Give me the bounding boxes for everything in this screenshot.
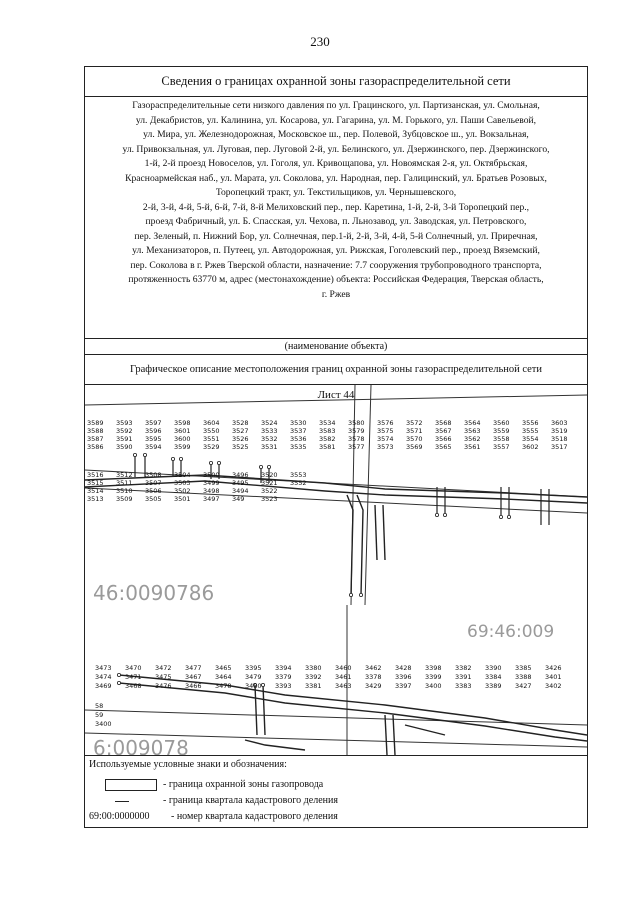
object-description [85, 97, 587, 339]
map-point-label: 3535 [290, 443, 307, 451]
map-point-label: 3503 [174, 479, 191, 487]
map-point-label: 3497 [203, 495, 220, 503]
map-point-label: 3569 [406, 443, 423, 451]
map-point-label: 3501 [174, 495, 191, 503]
map-point-label: 3400 [425, 682, 442, 690]
map-point-label: 3531 [261, 443, 278, 451]
map-point-label: 3384 [485, 673, 502, 681]
map-point-label: 3399 [425, 673, 442, 681]
map-point-label: 3537 [290, 427, 307, 435]
description-line: пер. Соколова в г. Ржев Тверской области, назначение: 7.7 сооружения трубопроводного транспорта, [130, 259, 542, 271]
map-drawing [85, 385, 587, 755]
description-line: Газораспределительные сети низкого давления по ул. Грацинского, ул. Партизанская, ул. Смольная, [132, 100, 540, 111]
map-point-label: 3521 [261, 479, 278, 487]
map-point-label: 3600 [174, 435, 191, 443]
map-point-label: 3559 [493, 427, 510, 435]
map-point-label: 3465 [215, 664, 232, 672]
map-point-label: 3530 [290, 419, 307, 427]
map-point-label: 3509 [116, 495, 133, 503]
map-point-label: 3583 [319, 427, 336, 435]
map-point-label: 3574 [377, 435, 394, 443]
map-point-label: 3392 [305, 673, 322, 681]
graphic-description-title: Графическое описание местоположения границ охранной зоны газораспределительной сети [85, 355, 587, 385]
map-point-label: 3475 [155, 673, 172, 681]
legend-item-quarter-number [85, 809, 587, 825]
map-point-label: 3508 [145, 471, 162, 479]
legend-item-text: - граница охранной зоны газопровода [163, 779, 324, 790]
map-point-label: 3589 [87, 419, 104, 427]
map-point-label: 3528 [232, 419, 249, 427]
map-point-label: 3400 [95, 720, 112, 728]
map-point-label: 3518 [551, 435, 568, 443]
map-point-label: 3552 [290, 479, 307, 487]
map-point-label: 3396 [395, 673, 412, 681]
document-title: Сведения о границах охранной зоны газораспределительной сети [85, 67, 587, 97]
map-point-label: 3472 [155, 664, 172, 672]
map-point-label: 3526 [232, 435, 249, 443]
description-line: ул. Привокзальная, ул. Луговая, пер. Луговой 2-й, ул. Белинского, ул. Дзержинского, пер. Дзержинского, [122, 143, 550, 155]
map-point-label: 3582 [319, 435, 336, 443]
map-point-label: 3601 [174, 427, 191, 435]
map-point-label: 3523 [261, 495, 278, 503]
map-point-label: 3592 [116, 427, 133, 435]
map-point-label: 3473 [95, 664, 112, 672]
map-point-label: 3573 [377, 443, 394, 451]
map-point-label: 3500 [203, 471, 220, 479]
map-point-label: 3515 [87, 479, 104, 487]
description-line: г. Ржев [321, 288, 351, 300]
map-point-label: 3429 [365, 682, 382, 690]
map-point-label: 3510 [116, 487, 133, 495]
map-point-label: 3602 [522, 443, 539, 451]
map-point-label: 3382 [455, 664, 472, 672]
map-point-label: 3603 [551, 419, 568, 427]
map-point-label: 3511 [116, 479, 133, 487]
legend-item-text: - граница квартала кадастрового деления [163, 795, 338, 806]
legend-item-quarter-boundary [85, 793, 587, 809]
document-frame [84, 66, 588, 828]
point-labels-top [87, 419, 568, 503]
description-line: 1-й, 2-й проезд Новоселов, ул. Гоголя, ул. Кривощапова, ул. Новоямская 2-я, ул. Октябрьская, [144, 158, 528, 169]
map-point-label: 3588 [87, 427, 104, 435]
cadastral-map [85, 385, 587, 755]
map-point-label: 3533 [261, 427, 278, 435]
map-point-label: 3466 [185, 682, 202, 690]
map-point-label: 3385 [515, 664, 532, 672]
quarter-boundary-symbol [115, 801, 129, 802]
map-point-label: 3596 [145, 427, 162, 435]
map-point-label: 3586 [87, 443, 104, 451]
map-point-label: 3595 [145, 435, 162, 443]
map-point-label: 3398 [425, 664, 442, 672]
map-point-label: 3512 [116, 471, 133, 479]
map-point-label: 3461 [335, 673, 352, 681]
map-point-label: 3580 [348, 419, 365, 427]
map-point-label: 3517 [551, 443, 568, 451]
map-point-label: 59 [95, 711, 104, 719]
map-point-label: 3389 [485, 682, 502, 690]
map-point-label: 3502 [174, 487, 191, 495]
map-point-label: 3388 [515, 673, 532, 681]
description-line: Красноармейская наб., ул. Марата, ул. Соколова, ул. Народная, пер. Галицинский, ул. Братьев Розовых, [125, 172, 547, 184]
map-point-label: 3594 [145, 443, 162, 451]
map-point-label: 3599 [174, 443, 191, 451]
map-point-label: 349 [232, 495, 245, 503]
map-point-label: 3532 [261, 435, 278, 443]
map-point-label: 3427 [515, 682, 532, 690]
map-point-label: 3476 [155, 682, 172, 690]
map-point-label: 3464 [215, 673, 232, 681]
map-point-label: 3462 [365, 664, 382, 672]
map-point-label: 3557 [493, 443, 510, 451]
map-point-label: 3519 [551, 427, 568, 435]
zone-boundary-symbol [105, 779, 157, 791]
map-point-label: 3506 [145, 487, 162, 495]
map-point-label: 3402 [545, 682, 562, 690]
object-name-caption: (наименование объекта) [85, 339, 587, 355]
map-point-label: 3587 [87, 435, 104, 443]
description-line: 2-й, 3-й, 4-й, 5-й, 6-й, 7-й, 8-й Мелиховский пер., пер. Каретина, 1-й, 2-й, 3-й Торопецкий пер., [142, 201, 530, 213]
map-point-label: 3496 [232, 471, 249, 479]
map-point-label: 3525 [232, 443, 249, 451]
sheet-label: Лист 44 [317, 389, 355, 401]
map-point-label: 3474 [95, 673, 112, 681]
map-point-label: 3393 [275, 682, 292, 690]
map-point-label: 3527 [232, 427, 249, 435]
legend-code: 69:00:0000000 [89, 811, 150, 822]
map-point-label: 3477 [185, 664, 202, 672]
description-line: протяженность 63770 м, адрес (местонахождение) объекта: Российская Федерация, Тверская область, [128, 274, 544, 285]
map-point-label: 3498 [203, 487, 220, 495]
map-point-label: 3554 [522, 435, 539, 443]
map-point-label: 3591 [116, 435, 133, 443]
map-point-label: 3390 [485, 664, 502, 672]
map-point-label: 3513 [87, 495, 104, 503]
page-number: 230 [310, 34, 330, 49]
map-point-label: 3395 [245, 664, 262, 672]
map-point-label: 3478 [215, 682, 232, 690]
map-point-label: 3564 [464, 419, 481, 427]
map-point-label: 3553 [290, 471, 307, 479]
map-point-label: 3536 [290, 435, 307, 443]
map-point-label: 3460 [335, 664, 352, 672]
cadastral-label: 69:46:009 [467, 622, 555, 642]
map-point-label: 3467 [185, 673, 202, 681]
map-point-label: 3571 [406, 427, 423, 435]
legend-title: Используемые условные знаки и обозначения: [89, 759, 287, 770]
map-point-label: 3505 [145, 495, 162, 503]
map-point-label: 3394 [275, 664, 292, 672]
map-point-label: 3534 [319, 419, 336, 427]
map-point-label: 3566 [435, 435, 452, 443]
map-point-label: 3567 [435, 427, 452, 435]
map-point-label: 3577 [348, 443, 365, 451]
description-line: пер. Зеленый, п. Нижний Бор, ул. Солнечная, пер.1-й, 2-й, 3-й, 4-й, 5-й Солнечный, ул. Приречная, [134, 230, 538, 242]
map-point-label: 3550 [203, 427, 220, 435]
map-point-label: 3381 [305, 682, 322, 690]
map-point-label: 3480 [245, 682, 262, 690]
description-line: проезд Фабричный, ул. Б. Спасская, ул. Чехова, п. Льнозавод, ул. Заводская, ул. Петровского, [145, 216, 527, 227]
map-point-label: 3529 [203, 443, 220, 451]
map-point-label: 3563 [464, 427, 481, 435]
cadastral-label: 46:0090786 [93, 581, 215, 605]
map-point-label: 3524 [261, 419, 278, 427]
map-point-label: 3380 [305, 664, 322, 672]
description-line: Торопецкий тракт, ул. Текстильщиков, ул. Чернышевского, [215, 187, 457, 198]
map-point-label: 3597 [145, 419, 162, 427]
map-point-label: 3495 [232, 479, 249, 487]
map-point-label: 3551 [203, 435, 220, 443]
map-point-label: 3463 [335, 682, 352, 690]
map-point-label: 3560 [493, 419, 510, 427]
map-point-label: 3565 [435, 443, 452, 451]
cadastral-label: 6:009078 [93, 736, 189, 755]
map-point-label: 3604 [203, 419, 220, 427]
map-point-label: 3391 [455, 673, 472, 681]
map-point-label: 3598 [174, 419, 191, 427]
map-point-label: 3514 [87, 487, 104, 495]
map-point-label: 3561 [464, 443, 481, 451]
map-point-label: 3581 [319, 443, 336, 451]
map-point-label: 3556 [522, 419, 539, 427]
map-point-label: 3479 [245, 673, 262, 681]
legend-item-zone-boundary [85, 777, 587, 793]
map-point-label: 3469 [95, 682, 112, 690]
map-point-label: 3383 [455, 682, 472, 690]
map-point-label: 3426 [545, 664, 562, 672]
map-point-label: 3401 [545, 673, 562, 681]
map-point-label: 3575 [377, 427, 394, 435]
map-point-label: 3568 [435, 419, 452, 427]
map-point-label: 3378 [365, 673, 382, 681]
map-point-label: 3578 [348, 435, 365, 443]
map-point-label: 3555 [522, 427, 539, 435]
map-point-label: 3572 [406, 419, 423, 427]
map-point-label: 3428 [395, 664, 412, 672]
map-point-label: 3379 [275, 673, 292, 681]
description-line: ул. Механизаторов, п. Путеец, ул. Автодорожная, ул. Рижская, Гоголевский пер., проезд Вяземский, [132, 245, 540, 256]
map-point-label: 3593 [116, 419, 133, 427]
map-point-label: 3516 [87, 471, 104, 479]
description-line: ул. Мира, ул. Железнодорожная, Московское ш., пер. Полевой, Зубцовское ш., ул. Вокзальная, [143, 129, 529, 140]
legend [85, 755, 587, 828]
map-point-label: 3499 [203, 479, 220, 487]
map-point-label: 3504 [174, 471, 191, 479]
map-point-label: 3507 [145, 479, 162, 487]
map-point-label: 3468 [125, 682, 142, 690]
map-point-label: 3558 [493, 435, 510, 443]
map-point-label: 3579 [348, 427, 365, 435]
point-labels-bottom [95, 664, 562, 728]
map-point-label: 3570 [406, 435, 423, 443]
map-point-label: 3520 [261, 471, 278, 479]
map-point-label: 3562 [464, 435, 481, 443]
map-point-label: 3397 [395, 682, 412, 690]
description-line: ул. Декабристов, ул. Калинина, ул. Косарова, ул. Гагарина, ул. М. Горького, ул. Паши Савельевой, [135, 114, 537, 126]
map-point-label: 58 [95, 702, 104, 710]
map-point-label: 3590 [116, 443, 133, 451]
map-point-label: 3576 [377, 419, 394, 427]
legend-item-text: - номер квартала кадастрового деления [171, 811, 338, 822]
map-point-label: 3494 [232, 487, 249, 495]
map-point-label: 3471 [125, 673, 142, 681]
map-point-label: 3470 [125, 664, 142, 672]
map-point-label: 3522 [261, 487, 278, 495]
